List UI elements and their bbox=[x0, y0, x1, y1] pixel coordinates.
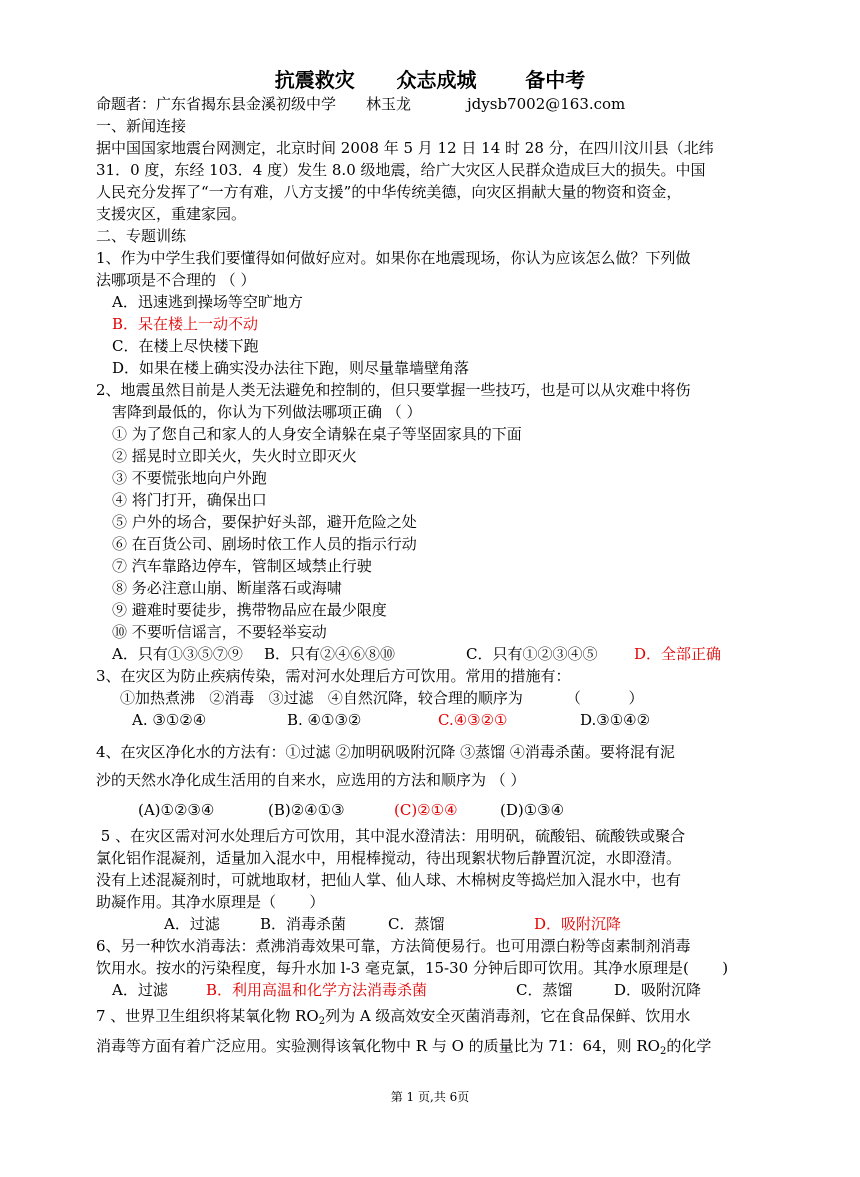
q1-option-c: C．在楼上尽快楼下跑 bbox=[112, 337, 259, 355]
section1-heading: 一、新闻连接 bbox=[96, 117, 187, 135]
q2-item: ⑨ 避难时要徒步，携带物品应在最少限度 bbox=[112, 601, 387, 619]
q2-item: ③ 不要慌张地向户外跑 bbox=[112, 469, 267, 487]
q3-methods: ①加热煮沸 ②消毒 ③过滤 ④自然沉降，较合理的顺序为 （ ） bbox=[120, 689, 644, 707]
q5-stem: 没有上述混凝剂时，可就地取材，把仙人掌、仙人球、木棉树皮等捣烂加入混水中，也有 bbox=[96, 871, 682, 889]
q1-option-d: D．如果在楼上确实没办法往下跑，则尽量靠墙壁角落 bbox=[112, 359, 470, 377]
q4-option-d: (D)①③④ bbox=[500, 801, 565, 819]
q2-option-a: A．只有①③⑤⑦⑨ bbox=[112, 645, 243, 663]
q3-option-b: B. ④①③② bbox=[287, 711, 362, 729]
q6-stem: 饮用水。按水的污染程度，每升水加 l-3 毫克氯，15-30 分钟后即可饮用。其净水原理是( ) bbox=[96, 959, 729, 977]
q3-option-a: A. ③①②④ bbox=[132, 711, 207, 729]
q5-stem: 氯化铝作混凝剂，适量加入混水中，用棍棒搅动，待出现絮状物后静置沉淀，水即澄清。 bbox=[96, 849, 682, 867]
q2-item: ④ 将门打开，确保出口 bbox=[112, 491, 267, 509]
q3-option-c: C.④③②① bbox=[438, 711, 508, 729]
q2-stem: 2、地震虽然目前是人类无法避免和控制的，但只要掌握一些技巧，也是可以从灾难中将伤 bbox=[96, 381, 691, 399]
q7-stem bbox=[96, 1036, 711, 1056]
q2-item: ① 为了您自己和家人的人身安全请躲在桌子等坚固家具的下面 bbox=[112, 425, 522, 443]
q4-stem: 沙的天然水净化成生活用的自来水，应选用的方法和顺序为 （ ） bbox=[96, 771, 526, 789]
author-line bbox=[96, 94, 625, 114]
q5-option-a: A．过滤 bbox=[164, 915, 220, 933]
q4-option-a: (A)①②③④ bbox=[138, 801, 215, 819]
q2-option-c: C．只有①②③④⑤ bbox=[466, 645, 598, 663]
q4-option-b: (B)②④①③ bbox=[268, 801, 345, 819]
author-email: jdysb7002@163.com bbox=[467, 95, 626, 113]
q6-option-b: B．利用高温和化学方法消毒杀菌 bbox=[206, 981, 428, 999]
q6-option-a: A．过滤 bbox=[112, 981, 168, 999]
q2-option-b: B．只有②④⑥⑧⑩ bbox=[264, 645, 396, 663]
q7-text: 消毒等方面有着广泛应用。实验测得该氧化物中 R 与 O 的质量比为 71：64，则 RO bbox=[96, 1037, 660, 1055]
q5-option-c: C．蒸馏 bbox=[388, 915, 445, 933]
q5-option-d: D．吸附沉降 bbox=[534, 915, 622, 933]
q3-stem: 3、在灾区为防止疾病传染，需对河水处理后方可饮用。常用的措施有： bbox=[96, 667, 571, 685]
q2-item: ⑤ 户外的场合，要保护好头部，避开危险之处 bbox=[112, 513, 417, 531]
q5-option-b: B．消毒杀菌 bbox=[260, 915, 347, 933]
subscript: 2 bbox=[318, 1016, 326, 1027]
q7-text: 列为 A 级高效安全灭菌消毒剂，它在食品保鲜、饮用水 bbox=[325, 1007, 691, 1025]
q2-item: ⑥ 在百货公司、剧场时依工作人员的指示行动 bbox=[112, 535, 417, 553]
q6-stem: 6、另一种饮水消毒法：煮沸消毒效果可靠，方法简便易行。也可用漂白粉等卤素制剂消毒 bbox=[96, 937, 691, 955]
q2-item: ⑦ 汽车靠路边停车，管制区域禁止行驶 bbox=[112, 557, 372, 575]
q2-item: ⑩ 不要听信谣言，不要轻举妄动 bbox=[112, 623, 327, 641]
q2-option-d: D．全部正确 bbox=[634, 645, 722, 663]
author-name: 林玉龙 bbox=[366, 95, 412, 113]
news-line: 31．0 度，东经 103．4 度）发生 8.0 级地震，给广大灾区人民群众造成巨大的损失。中国 bbox=[96, 161, 706, 179]
q7-stem bbox=[96, 1006, 690, 1026]
q2-stem: 害降到最低的，你认为下列做法哪项正确 （ ） bbox=[112, 403, 422, 421]
subscript: 2 bbox=[659, 1046, 667, 1057]
q3-option-d: D.③①④② bbox=[580, 711, 651, 729]
q7-text: 的化学 bbox=[666, 1037, 712, 1055]
q1-option-a: A．迅速逃到操场等空旷地方 bbox=[112, 293, 303, 311]
q4-stem: 4、在灾区净化水的方法有：①过滤 ②加明矾吸附沉降 ③蒸馏 ④消毒杀菌。要将混有泥 bbox=[96, 743, 675, 761]
q2-item: ② 摇晃时立即关火，失火时立即灭火 bbox=[112, 447, 357, 465]
news-line: 支援灾区，重建家园。 bbox=[96, 205, 247, 223]
news-line: 人民充分发挥了“一方有难，八方支援”的中华传统美德，向灾区捐献大量的物资和资金， bbox=[96, 183, 682, 201]
page-title: 抗震救灾 众志成城 备中考 bbox=[274, 68, 586, 92]
author-label: 命题者：广东省揭东县金溪初级中学 bbox=[96, 95, 337, 113]
q1-option-b: B．呆在楼上一动不动 bbox=[112, 315, 259, 333]
page-footer: 第 1 页,共 6页 bbox=[390, 1090, 470, 1104]
q5-stem: 助凝作用。其净水原理是（ ） bbox=[96, 893, 325, 911]
q2-item: ⑧ 务必注意山崩、断崖落石或海啸 bbox=[112, 579, 342, 597]
q7-text: 7 、世界卫生组织将某氧化物 RO bbox=[96, 1007, 319, 1025]
news-line: 据中国国家地震台网测定，北京时间 2008 年 5 月 12 日 14 时 28 分，在四川汶川县（北纬 bbox=[96, 139, 714, 157]
q6-option-d: D．吸附沉降 bbox=[614, 981, 702, 999]
q1-stem: 1、作为中学生我们要懂得如何做好应对。如果你在地震现场，你认为应该怎么做？下列做 bbox=[96, 249, 691, 267]
q5-stem: 5 、在灾区需对河水处理后方可饮用，其中混水澄清法：用明矾，硫酸铝、硫酸铁或聚合 bbox=[96, 827, 686, 845]
q1-stem: 法哪项是不合理的 （ ） bbox=[96, 271, 256, 289]
q4-option-c: (C)②①④ bbox=[394, 801, 458, 819]
section2-heading: 二、专题训练 bbox=[96, 227, 187, 245]
q6-option-c: C．蒸馏 bbox=[516, 981, 573, 999]
